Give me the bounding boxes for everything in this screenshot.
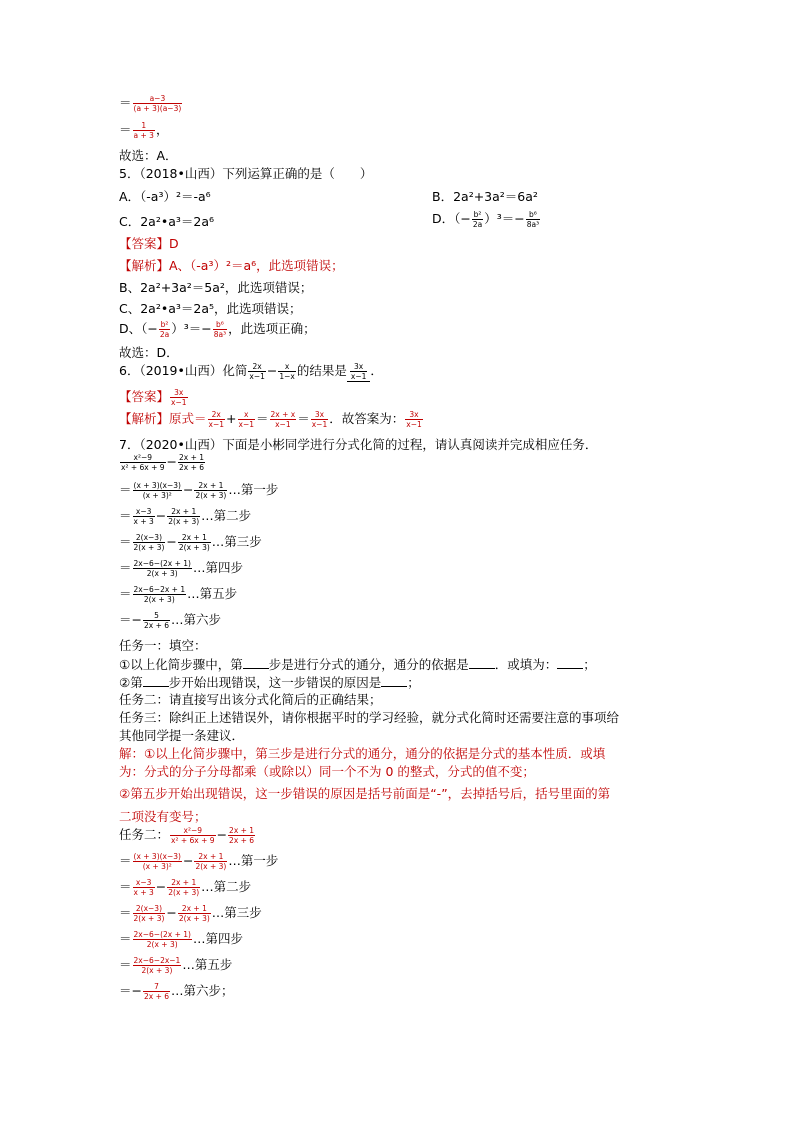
choice-line: 故选：A．: [119, 148, 178, 163]
task1-title: 任务一：填空：: [119, 638, 207, 653]
solution-step-2: ＝ $\frac{x-3}{x + 3}$ − $\frac{2x + 1}{2(x + 3)}$ …第二步: [119, 878, 252, 897]
solution-step-6: ＝− $\frac{7}{2x + 6}$ …第六步；: [119, 982, 234, 1001]
q5-option-d: D．（− $\frac{\text{b²}}{2a}$ ）³＝− $\frac{\text{b⁶}}{\text{8a³}}$: [432, 210, 540, 229]
solution-line-1: 解：①以上化简步骤中，第三步是进行分式的通分，通分的依据是分式的基本性质．或填: [119, 746, 606, 761]
q7-expression: $\frac{\text{x²−9}}{\text{x² + 6x + 9}}$ − $\frac{2x + 1}{2x + 6}$: [121, 453, 205, 472]
q5-option-a: A．（-a³）²＝-a⁶: [119, 189, 211, 204]
q5-analysis-4: D、（− $\frac{\text{b²}}{2a}$ ）³＝− $\frac{\text{b⁶}}{\text{8a³}}$ ，此选项正确；: [119, 320, 316, 339]
task2-solution-head: 任务二： $\frac{\text{x²−9}}{\text{x² + 6x + 9}}$ − $\frac{2x + 1}{2x + 6}$: [119, 826, 255, 845]
q7-step-2: ＝ $\frac{x-3}{x + 3}$ − $\frac{2x + 1}{2(x + 3)}$ …第二步: [119, 507, 252, 526]
q5-analysis-2: B、2a²+3a²＝5a²，此选项错误；: [119, 280, 313, 295]
q5-option-b: B．2a²+3a²＝6a²: [432, 189, 538, 204]
q7-step-6: ＝− $\frac{5}{2x + 6}$ …第六步: [119, 611, 222, 630]
solution-step-3: ＝ $\frac{2(x-3)}{2(x + 3)}$ − $\frac{2x + 1}{2(x + 3)}$ …第三步: [119, 904, 262, 923]
q5-choice: 故选：D．: [119, 345, 179, 360]
equals-sign: ＝: [119, 95, 132, 110]
q7-step-1: ＝ $\frac{(x + 3)(x-3)}{\text{(x + 3)²}}$ − $\frac{2x + 1}{2(x + 3)}$ …第一步: [119, 481, 279, 500]
task3-line-1: 任务三：除纠正上述错误外，请你根据平时的学习经验，就分式化简时还需要注意的事项给: [119, 710, 620, 725]
solution-step-5: ＝ $\frac{2x-6-2x-1}{2(x + 3)}$ …第五步: [119, 956, 233, 975]
q5-stem: 5．（2018•山西）下列运算正确的是（ ）: [119, 166, 373, 181]
fraction: $\frac{a-3}{(a + 3)(a-3)}$: [133, 94, 182, 113]
q5-analysis-3: C、2a²•a³＝2a⁵，此选项错误；: [119, 301, 302, 316]
q6-analysis: 【解析】原式＝ $\frac{2x}{x-1}$ + $\frac{x}{x-1}$ ＝ $\frac{2x + x}{x-1}$ ＝ $\frac{3x}{x-1}$ ．故答案为： $\frac{3x}{x-1}$: [119, 410, 422, 429]
q5-answer: 【答案】D: [119, 236, 179, 251]
eq-line-1: [119, 94, 183, 113]
q5-option-c: C．2a²•a³＝2a⁶: [119, 214, 215, 229]
solution-step-4: ＝ $\frac{2x-6-(2x + 1)}{2(x + 3)}$ …第四步: [119, 930, 243, 949]
q7-step-3: ＝ $\frac{2(x-3)}{2(x + 3)}$ − $\frac{2x + 1}{2(x + 3)}$ …第三步: [119, 533, 262, 552]
fraction: $\frac{1}{a + 3}$: [133, 121, 154, 140]
task2: 任务二：请直接写出该分式化简后的正确结果；: [119, 692, 382, 707]
eq-line-2: ＝ $\frac{1}{a + 3}$ ，: [119, 121, 169, 140]
task1-line-1: ①以上化简步骤中，第 步是进行分式的通分，通分的依据是 ．或填为： ；: [119, 657, 596, 672]
solution-line-4: 二项没有变号；: [119, 809, 207, 824]
q7-stem: 7．（2020•山西）下面是小彬同学进行分式化简的过程，请认真阅读并完成相应任务．: [119, 437, 598, 452]
q6-stem: 6．（2019•山西）化简 $\frac{2x}{x-1}$ − $\frac{x}{1-x}$ 的结果是 $\frac{3x}{x-1}$ ．: [119, 362, 383, 381]
solution-line-3: ②第五步开始出现错误，这一步错误的原因是括号前面是“-”，去掉括号后，括号里面的第: [119, 786, 611, 801]
task3-line-2: 其他同学提一条建议．: [119, 728, 245, 743]
q6-answer: 【答案】 $\frac{3x}{x-1}$: [119, 388, 187, 407]
q7-step-5: ＝ $\frac{2x-6-2x + 1}{2(x + 3)}$ …第五步: [119, 585, 238, 604]
task1-line-2: ②第 步开始出现错误，这一步错误的原因是 ；: [119, 675, 420, 690]
q7-step-4: ＝ $\frac{2x-6-(2x + 1)}{2(x + 3)}$ …第四步: [119, 559, 243, 578]
q5-analysis-1: 【解析】A、（-a³）²＝a⁶，此选项错误；: [119, 258, 344, 273]
solution-line-2: 为：分式的分子分母都乘（或除以）同一个不为 0 的整式，分式的值不变；: [119, 764, 535, 779]
solution-step-1: ＝ $\frac{(x + 3)(x-3)}{\text{(x + 3)²}}$ − $\frac{2x + 1}{2(x + 3)}$ …第一步: [119, 852, 279, 871]
